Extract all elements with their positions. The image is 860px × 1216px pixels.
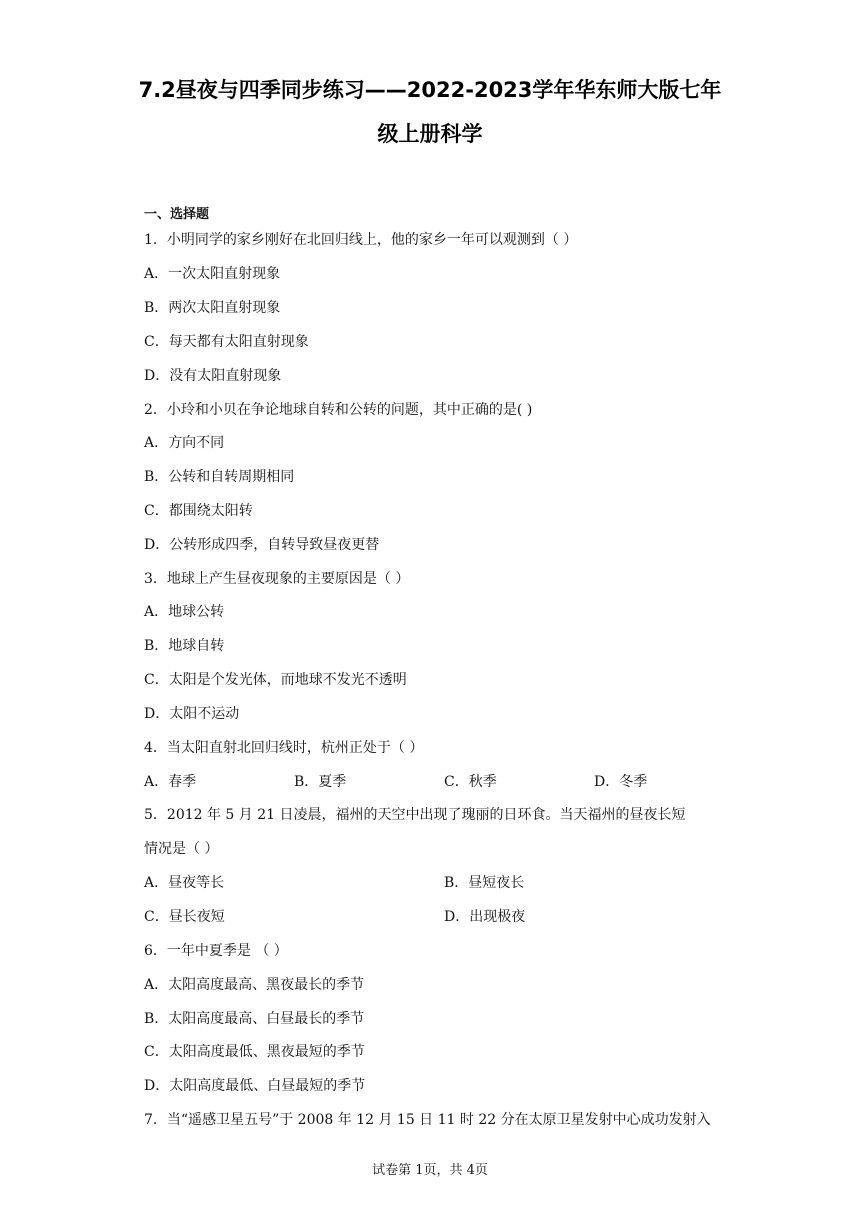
question-5-option-c: C．昼长夜短 [144, 909, 225, 925]
question-7-stem: 7．当“遥感卫星五号”于 2008 年 12 月 15 日 11 时 22 分在太原卫星发射中心成功发射入 [144, 1112, 711, 1128]
question-6-option-b: B．太阳高度最高、白昼最长的季节 [144, 1011, 365, 1027]
question-3-option-d: D．太阳不运动 [144, 706, 240, 722]
question-6-stem: 6．一年中夏季是 （ ） [144, 943, 288, 959]
question-6-option-a: A．太阳高度最高、黑夜最长的季节 [144, 977, 365, 993]
question-5-option-b: B．昼短夜长 [444, 875, 525, 891]
question-1-option-a: A．一次太阳直射现象 [144, 266, 281, 282]
question-4-option-a: A．春季 [144, 774, 197, 790]
question-2-option-d: D．公转形成四季，自转导致昼夜更替 [144, 537, 380, 553]
question-4-option-d: D．冬季 [594, 774, 648, 790]
document-title-line-2: 级上册科学 [377, 122, 483, 146]
question-4-option-c: C．秋季 [444, 774, 497, 790]
question-6-option-d: D．太阳高度最低、白昼最短的季节 [144, 1078, 366, 1094]
question-5-options-row-1 [144, 874, 724, 892]
question-4-stem: 4．当太阳直射北回归线时，杭州正处于（ ） [144, 740, 424, 756]
page-footer: 试卷第 1页，共 4页 [372, 1163, 488, 1178]
question-3-option-c: C．太阳是个发光体，而地球不发光不透明 [144, 672, 407, 688]
document-title-line-1: 7.2昼夜与四季同步练习——2022-2023学年华东师大版七年 [138, 78, 722, 102]
question-3-stem: 3．地球上产生昼夜现象的主要原因是（ ） [144, 571, 410, 587]
question-2-option-a: A．方向不同 [144, 435, 225, 451]
question-6-option-c: C．太阳高度最低、黑夜最短的季节 [144, 1044, 365, 1060]
question-3-option-b: B．地球自转 [144, 638, 225, 654]
question-5-stem-line-1: 5．2012 年 5 月 21 日凌晨，福州的天空中出现了瑰丽的日环食。当天福州的昼夜长短 [144, 807, 686, 823]
question-4-option-b: B．夏季 [294, 774, 347, 790]
question-1-stem: 1．小明同学的家乡刚好在北回归线上，他的家乡一年可以观测到（ ） [144, 232, 578, 248]
question-1-option-d: D．没有太阳直射现象 [144, 368, 282, 384]
question-2-stem: 2．小玲和小贝在争论地球自转和公转的问题，其中正确的是( ) [144, 402, 533, 418]
question-4-options [144, 773, 724, 791]
question-5-option-a: A．昼夜等长 [144, 875, 225, 891]
question-2-option-c: C．都围绕太阳转 [144, 503, 253, 519]
question-5-stem-line-2: 情况是（ ） [144, 841, 219, 857]
question-1-option-c: C．每天都有太阳直射现象 [144, 334, 309, 350]
question-2-option-b: B．公转和自转周期相同 [144, 469, 295, 485]
section-heading: 一、选择题 [144, 207, 210, 222]
question-5-option-d: D．出现极夜 [444, 909, 526, 925]
question-3-option-a: A．地球公转 [144, 604, 225, 620]
question-5-options-row-2 [144, 908, 724, 926]
question-1-option-b: B．两次太阳直射现象 [144, 300, 281, 316]
